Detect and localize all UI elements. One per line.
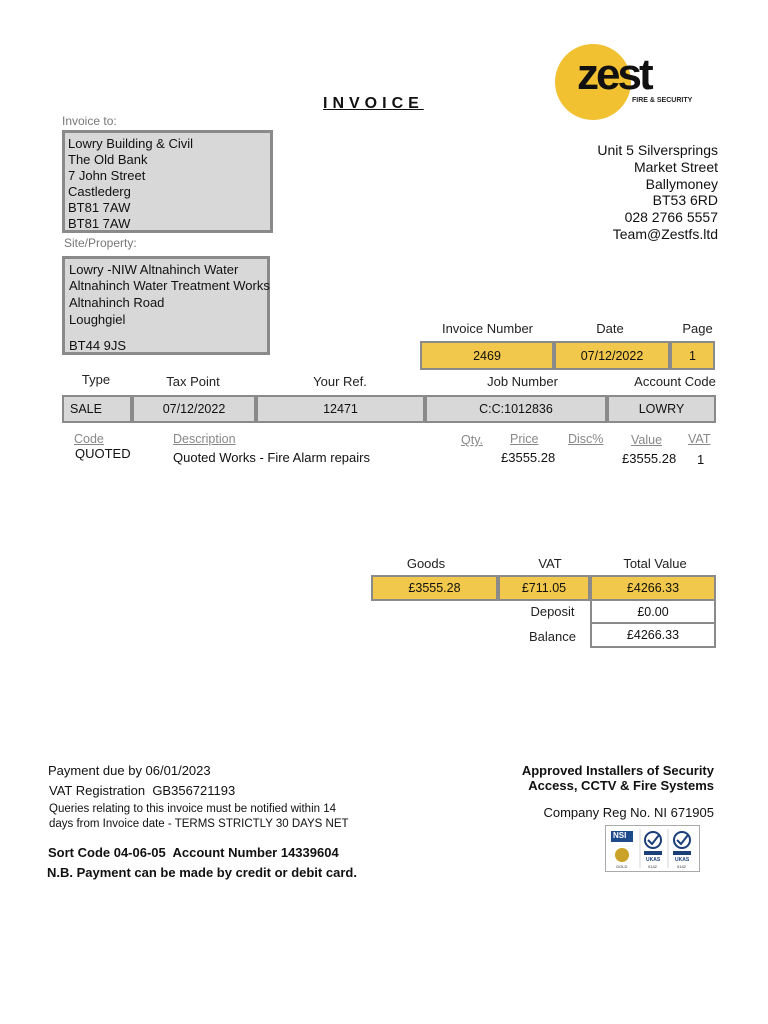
col-disc: Disc% bbox=[568, 432, 604, 446]
date-value: 07/12/2022 bbox=[554, 341, 670, 370]
col-vat: VAT bbox=[688, 432, 711, 446]
payment-note: N.B. Payment can be made by credit or debit card. bbox=[47, 865, 357, 880]
row-vat: 1 bbox=[697, 452, 705, 467]
queries-line-2: days from Invoice date - TERMS STRICTLY 30 DAYS NET bbox=[49, 818, 349, 830]
invoice-to-line: 7 John Street bbox=[68, 168, 146, 183]
invoice-title: INVOICE bbox=[323, 95, 424, 112]
row-price: £3555.28 bbox=[501, 450, 556, 465]
type-value: SALE bbox=[62, 395, 132, 423]
logo-word: zest bbox=[577, 50, 651, 99]
col-price: Price bbox=[510, 432, 539, 446]
logo-tagline: FIRE & SECURITY bbox=[632, 97, 693, 104]
col-description: Description bbox=[173, 432, 236, 446]
vat-registration: VAT Registration GB356721193 bbox=[49, 783, 236, 798]
invoice-to-label: Invoice to: bbox=[62, 114, 117, 128]
certification-marks bbox=[605, 825, 700, 872]
page-label: Page bbox=[682, 321, 713, 336]
tax-point-value: 07/12/2022 bbox=[132, 395, 256, 423]
invoice-to-line: Castlederg bbox=[68, 184, 131, 199]
address-line: Team@Zestfs.ltd bbox=[612, 225, 718, 242]
cert-ukas-label: UKAS bbox=[675, 857, 690, 863]
site-line: Altnahinch Road bbox=[69, 295, 165, 310]
your-ref-value: 12471 bbox=[256, 395, 425, 423]
total-value-label: Total Value bbox=[623, 556, 687, 571]
type-label: Type bbox=[81, 372, 111, 387]
total-value: £4266.33 bbox=[590, 575, 716, 601]
site-box bbox=[62, 256, 270, 355]
row-code: QUOTED bbox=[75, 446, 131, 461]
invoice-to-line: BT81 7AW bbox=[68, 200, 131, 215]
goods-label: Goods bbox=[406, 556, 446, 571]
site-line: Lowry -NIW Altnahinch Water bbox=[69, 262, 239, 277]
row-description: Quoted Works - Fire Alarm repairs bbox=[173, 450, 370, 465]
company-logo bbox=[555, 42, 715, 122]
tax-point-label: Tax Point bbox=[166, 374, 220, 389]
deposit-value: £0.00 bbox=[590, 599, 716, 624]
cert-ukas-number: 0142 bbox=[648, 864, 657, 869]
cert-gold-label: GOLD bbox=[616, 864, 628, 869]
site-line: BT44 9JS bbox=[69, 338, 127, 353]
col-qty: Qty. bbox=[461, 433, 483, 447]
sort-code: Sort Code 04-06-05 Account Number 14339604 bbox=[48, 845, 339, 860]
invoice-to-box bbox=[62, 130, 273, 233]
address-line: Market Street bbox=[633, 158, 718, 175]
address-line: 028 2766 5557 bbox=[624, 209, 718, 226]
your-ref-label: Your Ref. bbox=[313, 374, 367, 389]
site-label: Site/Property: bbox=[64, 236, 137, 250]
cert-nsi-label: NSI bbox=[613, 831, 627, 840]
invoice-to-line: The Old Bank bbox=[68, 152, 148, 167]
col-value: Value bbox=[631, 433, 663, 447]
date-label: Date bbox=[596, 321, 624, 336]
balance-value: £4266.33 bbox=[590, 622, 716, 648]
col-code: Code bbox=[74, 432, 104, 446]
cert-ukas-label: UKAS bbox=[646, 857, 661, 863]
company-reg: Company Reg No. NI 671905 bbox=[543, 805, 714, 820]
invoice-to-line: Lowry Building & Civil bbox=[68, 136, 193, 151]
account-code-value: LOWRY bbox=[607, 395, 716, 423]
row-value: £3555.28 bbox=[622, 451, 677, 466]
balance-label: Balance bbox=[529, 629, 576, 644]
deposit-label: Deposit bbox=[530, 604, 575, 619]
company-address bbox=[498, 142, 718, 243]
invoice-number-value: 2469 bbox=[420, 341, 554, 370]
approved-line-1: Approved Installers of Security bbox=[521, 763, 714, 778]
goods-value: £3555.28 bbox=[371, 575, 498, 601]
address-line: Unit 5 Silversprings bbox=[597, 142, 718, 158]
payment-due: Payment due by 06/01/2023 bbox=[48, 763, 211, 778]
address-line: BT53 6RD bbox=[652, 192, 718, 209]
vat-total-label: VAT bbox=[538, 556, 562, 571]
job-number-value: C:C:1012836 bbox=[425, 395, 607, 423]
cert-ukas-number: 0142 bbox=[677, 864, 686, 869]
approved-line-2: Access, CCTV & Fire Systems bbox=[528, 778, 714, 793]
invoice-to-line: BT81 7AW bbox=[68, 216, 131, 231]
site-line: Altnahinch Water Treatment Works bbox=[69, 278, 270, 293]
invoice-number-label: Invoice Number bbox=[441, 321, 534, 336]
account-code-label: Account Code bbox=[634, 374, 716, 389]
page-value: 1 bbox=[670, 341, 715, 370]
site-line: Loughgiel bbox=[69, 312, 126, 327]
address-line: Ballymoney bbox=[645, 175, 718, 192]
job-number-label: Job Number bbox=[487, 374, 558, 389]
queries-line-1: Queries relating to this invoice must be notified within 14 bbox=[49, 803, 337, 815]
vat-total-value: £711.05 bbox=[498, 575, 590, 601]
